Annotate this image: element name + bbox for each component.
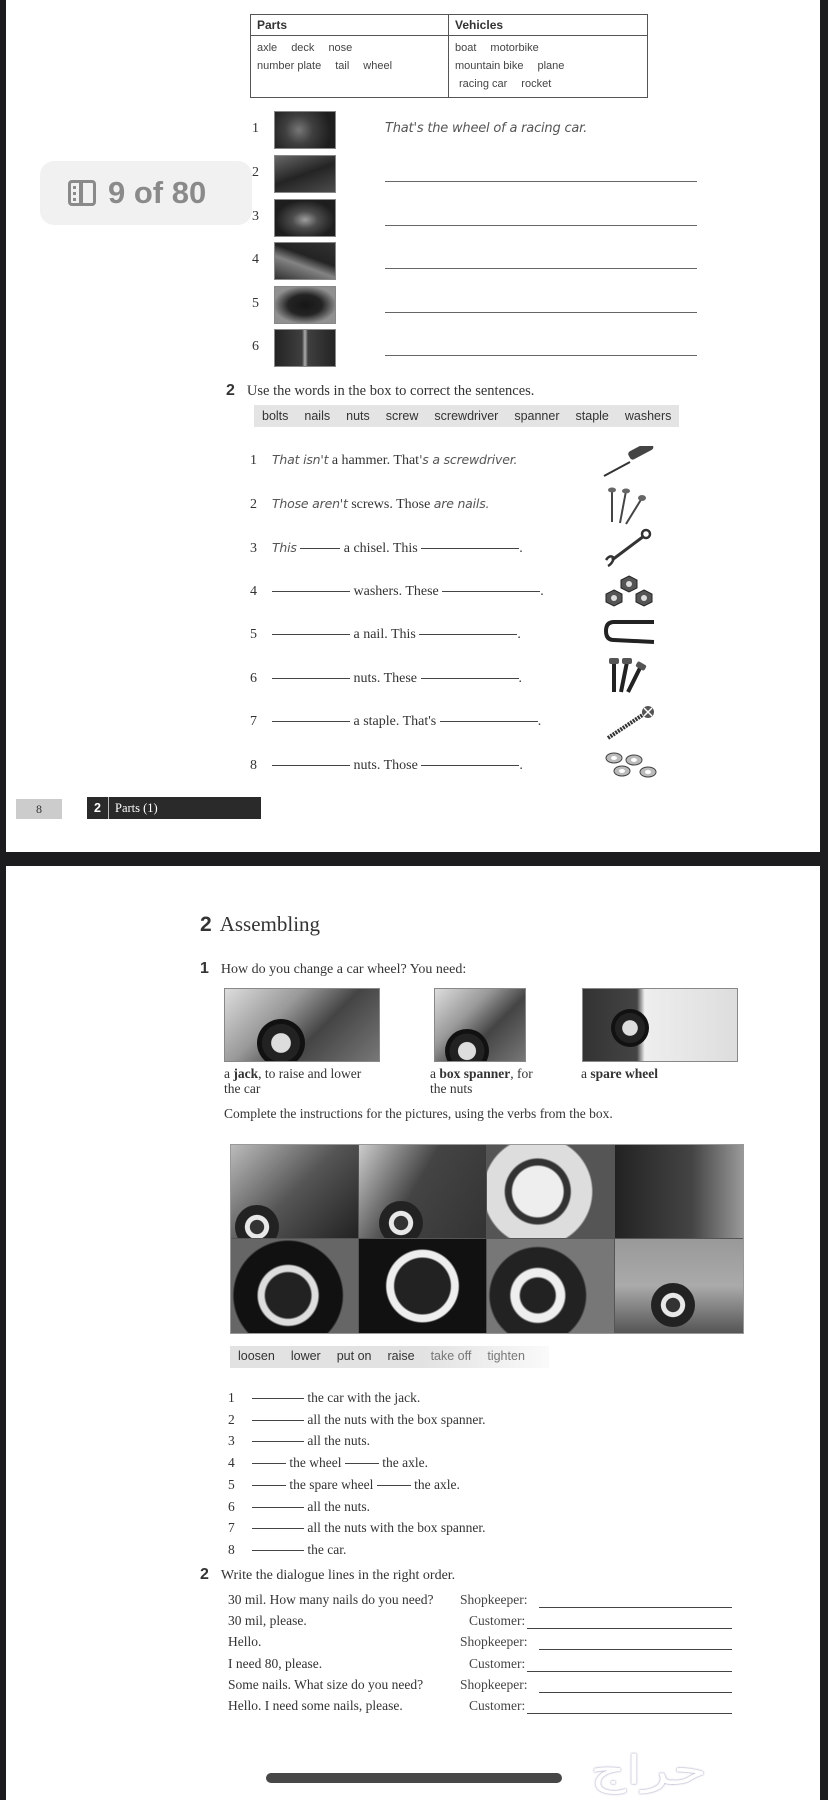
word: spanner [514,409,560,423]
word: axle [257,42,278,54]
caption-prefix: a [581,1066,591,1081]
item-number: 3 [228,1433,235,1449]
unit-title: Parts (1) [115,801,158,815]
sentence-text: the spare wheel [286,1476,377,1492]
instruction-row [228,1542,346,1558]
watermark-logo: حراج [590,1748,708,1794]
handwritten-answer: That isn't [272,452,329,467]
item-number: 2 [252,165,259,180]
instruction-row [228,1455,428,1471]
sentence-text: . [540,584,544,599]
answer-blank[interactable] [252,1463,286,1464]
answer-blank[interactable] [252,1550,304,1551]
word: screwdriver [434,409,499,423]
answer-blank[interactable] [419,634,517,635]
word: number plate [257,60,322,72]
answer-blank[interactable] [252,1420,304,1421]
racing-car-wheel-photo [274,111,336,149]
verb: lower [290,1349,321,1363]
word: screw [385,409,419,423]
answer-line[interactable] [385,355,697,356]
handwritten-answer: Those aren't [272,496,348,511]
item-number: 2 [228,1411,235,1427]
exercise-1-heading [200,960,466,978]
sentence-row [250,540,523,557]
caption-prefix: a [224,1066,234,1081]
sentence-text: . [519,758,523,773]
item-number: 7 [250,714,257,729]
wheel-change-photo-grid [230,1144,744,1334]
boat-deck-photo [274,329,336,367]
exercise-number: 2 [226,382,235,399]
customer-label: Customer: [469,1655,526,1671]
customer-label: Customer: [469,1698,526,1713]
word: nose [328,42,353,54]
answer-blank[interactable] [421,548,519,549]
shopkeeper-label: Shopkeeper: [460,1634,528,1650]
exercise-instruction: Write the dialogue lines in the right order. [220,1568,456,1583]
page-indicator-text: 9 of 80 [108,175,207,210]
sentence-text: . [517,627,521,642]
plane-tail-photo [274,286,336,324]
word: boat [455,42,477,54]
item-number: 6 [252,339,259,354]
step-photo [359,1145,487,1239]
word: mountain bike [455,60,524,72]
sentence-text: the car with the jack. [304,1390,421,1405]
exercise-2-heading [226,382,534,400]
answer-line[interactable] [385,312,697,313]
customer-label: Customer: [469,1613,526,1629]
answer-blank[interactable] [252,1528,304,1529]
step-photo [359,1239,487,1333]
sentence-text: nuts. These [350,671,421,686]
word: wheel [363,60,393,72]
word: plane [537,60,565,72]
sentence-row [250,496,489,513]
dialogue-line: 30 mil. How many nails do you need? [228,1592,434,1607]
item-number: 6 [250,671,257,686]
parts-column [251,15,449,97]
handwritten-answer: 's a screwdriver. [419,452,518,467]
answer-blank[interactable] [272,634,350,635]
answer-blank[interactable] [272,721,350,722]
exercise-instruction: Use the words in the box to correct the sentences. [246,383,535,399]
answer-line[interactable] [385,225,697,226]
unit-heading [200,912,320,937]
nails-icon [604,486,654,526]
handwritten-answer: This [272,540,297,555]
jack-caption [224,1066,374,1096]
rocket-nose-photo [274,199,336,237]
sentence-row [250,671,522,687]
exercise-number: 1 [200,960,209,977]
item-number: 8 [228,1541,235,1557]
exercise-question: How do you change a car wheel? You need: [220,962,467,977]
sentence-text: the car. [304,1541,347,1557]
staple-icon [604,618,656,646]
unit-label [87,797,261,819]
answer-blank[interactable] [421,678,519,679]
answer-blank[interactable] [300,548,340,549]
verb-box [230,1346,549,1368]
sentence-text: . [537,714,542,729]
item-number: 3 [250,541,257,556]
exercise-number: 2 [200,1566,209,1583]
sentence-text: a staple. That's [350,714,440,729]
step-photo [487,1145,615,1239]
item-number: 4 [250,584,257,599]
item-number: 4 [228,1455,235,1471]
screwdriver-icon [600,446,660,480]
instruction-row [228,1412,485,1428]
sentence-text: the axle. [378,1455,428,1471]
worksheet-page-9 [6,866,820,1800]
instruction-row [228,1520,485,1536]
unit-number: 2 [200,913,212,936]
shopkeeper-label: Shopkeeper: [460,1676,528,1692]
parts-words [251,36,448,78]
sentence-text: the axle. [410,1476,460,1492]
caption-term: spare wheel [590,1066,658,1081]
worksheet-page-8 [6,0,820,852]
item-number: 5 [252,296,259,311]
home-indicator[interactable] [266,1773,562,1783]
word: staple [575,409,609,423]
answer-line[interactable] [527,1628,732,1629]
step-photo [615,1239,743,1333]
dialogue-line: Hello. [228,1634,262,1650]
word: washers [624,409,672,423]
sentence-text: all the nuts. [304,1498,370,1514]
answer-line[interactable] [385,181,697,182]
word: rocket [521,78,552,90]
answer-line[interactable] [539,1607,732,1608]
vehicles-words [449,36,647,96]
verb: loosen [238,1349,275,1363]
instruction-row [228,1390,420,1406]
answer-line[interactable] [539,1692,732,1693]
word-box [254,405,679,427]
vehicles-header: Vehicles [449,15,647,36]
caption-suffix: , for the nuts [430,1066,533,1096]
sentence-text: a hammer. That [328,453,420,468]
instruction-row [228,1477,460,1493]
word: nuts [346,409,370,423]
answer-blank[interactable] [272,765,350,766]
answer-blank[interactable] [345,1463,379,1464]
item-number: 1 [228,1390,235,1405]
box-spanner-caption [430,1066,550,1096]
page-indicator[interactable] [40,161,252,225]
washers-icon [604,750,660,780]
sentence-row [250,627,521,643]
caption-prefix: a [430,1066,440,1081]
item-number: 7 [228,1520,235,1536]
step-photo [231,1145,359,1239]
item-number: 1 [252,121,259,136]
sentence-text: . [518,671,523,686]
item-number: 2 [250,497,257,512]
unit-number: 2 [87,797,109,819]
sentence-row [250,758,523,774]
step-photo [615,1145,743,1239]
nuts-icon [604,574,654,610]
sentence-text: . [519,541,523,556]
vehicles-column [449,15,647,97]
exercise-2-heading [200,1566,455,1584]
bolts-icon [606,656,652,696]
answer-blank[interactable] [272,591,350,592]
sentence-text: a nail. This [350,627,420,642]
sentence-row [250,714,541,730]
word: nails [304,409,331,423]
number-plate-photo [274,242,336,280]
word: tail [335,60,350,72]
unit-title: Assembling [219,912,321,936]
answer-blank[interactable] [252,1507,304,1508]
sentence-text: all the nuts with the box spanner. [304,1411,486,1427]
screw-icon [604,704,656,742]
answer-line[interactable] [385,268,697,269]
answer-blank[interactable] [252,1485,286,1486]
instruction-row [228,1499,370,1515]
item-number: 8 [250,758,257,773]
instruction-row [228,1433,370,1449]
motorbike-photo [274,155,336,193]
page-number: 8 [16,799,62,819]
item-number: 5 [228,1476,235,1492]
sentence-text: all the nuts. [304,1433,370,1449]
spare-wheel-photo [582,988,738,1062]
caption-term: box spanner [439,1066,511,1081]
parts-header: Parts [251,15,448,36]
item-number: 6 [228,1498,235,1514]
spanner-icon [604,528,654,568]
sentence-row [250,584,544,600]
item-number: 1 [250,453,257,468]
sentence-text: the wheel [286,1455,345,1471]
caption-suffix: , to raise and lower the car [224,1066,362,1096]
word: bolts [262,409,289,423]
word: deck [291,42,315,54]
word: racing car [459,78,508,90]
step-photo [231,1239,359,1333]
complete-instruction: Complete the instructions for the pictures, using the verbs from the box. [224,1106,613,1121]
sentence-text: washers. These [350,584,443,599]
item-number: 5 [250,627,257,642]
item-number: 4 [252,252,259,267]
answer-blank[interactable] [252,1441,304,1442]
word-table [250,14,648,98]
answer-blank[interactable] [272,678,350,679]
sentence-text: a chisel. This [340,541,422,556]
handwritten-answer: are nails. [433,496,490,511]
answer-line[interactable] [527,1671,732,1672]
word: motorbike [490,42,539,54]
spare-wheel-caption [581,1066,731,1081]
sentence-text: screws. Those [347,497,434,512]
sentence-text: all the nuts with the box spanner. [304,1520,486,1536]
answer-blank[interactable] [421,765,519,766]
sidebar-icon [68,180,96,206]
verb: tighten [487,1349,525,1363]
item-number: 3 [252,209,259,224]
shopkeeper-label: Shopkeeper: [460,1592,528,1607]
handwritten-answer: That's the wheel of a racing car. [385,121,588,136]
verb: put on [336,1349,372,1363]
dialogue-line: I need 80, please. [228,1655,323,1671]
verb: take off [430,1349,472,1363]
dialogue-line: Hello. I need some nails, please. [228,1698,403,1713]
answer-blank[interactable] [252,1398,304,1399]
answer-blank[interactable] [442,591,540,592]
answer-blank[interactable] [440,721,538,722]
box-spanner-photo [434,988,526,1062]
answer-line[interactable] [539,1649,732,1650]
sentence-text: nuts. Those [350,758,422,773]
sentence-row [250,452,517,469]
dialogue-line: 30 mil, please. [228,1613,307,1629]
answer-line[interactable] [527,1713,732,1714]
caption-term: jack [233,1066,259,1081]
verb: raise [387,1349,415,1363]
answer-blank[interactable] [377,1485,411,1486]
dialogue-line: Some nails. What size do you need? [228,1676,424,1692]
jack-photo [224,988,380,1062]
step-photo [487,1239,615,1333]
